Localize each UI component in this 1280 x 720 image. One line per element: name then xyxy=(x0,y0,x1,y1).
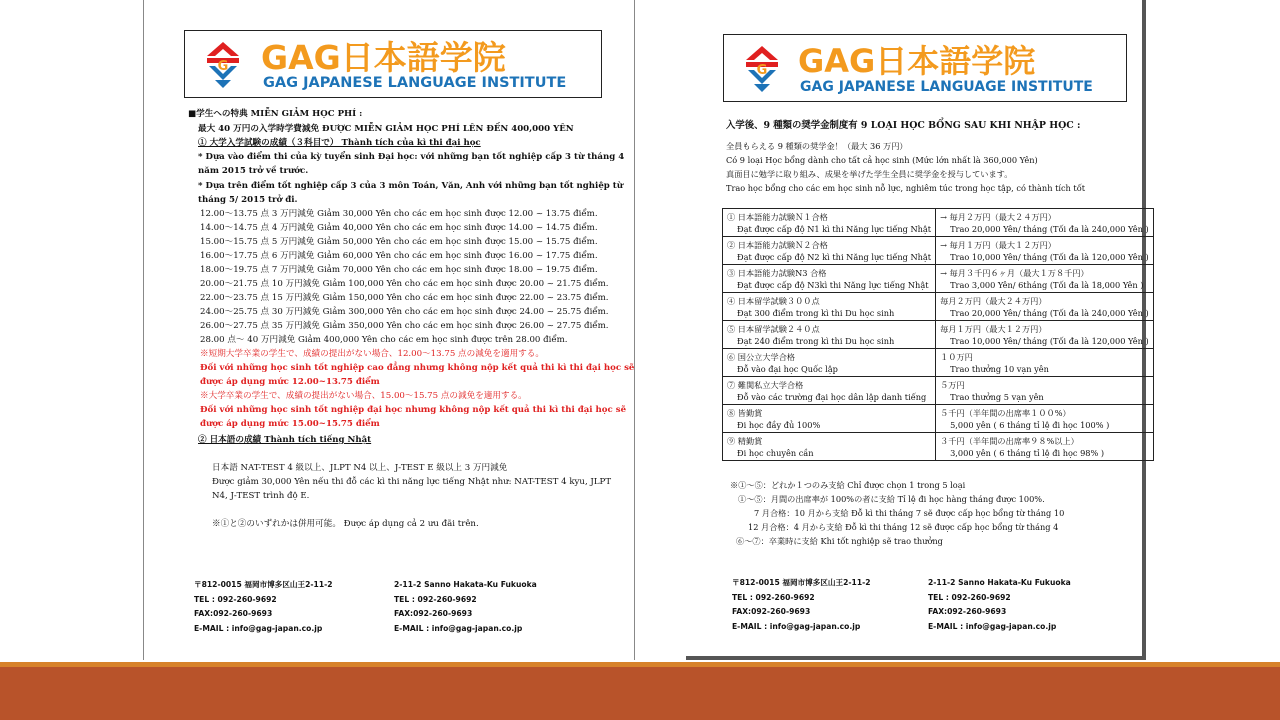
criteria-cell xyxy=(723,433,936,461)
award-text: Trao thưởng 10 vạn yên xyxy=(950,363,1049,374)
rule-line: tháng 5/ 2015 trở đi. xyxy=(198,195,298,205)
table-row xyxy=(723,405,1154,433)
brand-subtitle: GAG JAPANESE LANGUAGE INSTITUTE xyxy=(800,79,1093,95)
criteria-cell xyxy=(723,293,936,321)
japanese-test-line: Được giảm 30,000 Yên nếu thi đỗ các kì thi năng lực tiếng Nhật như: NAT-TEST 4 kyu, JLPT xyxy=(212,477,612,487)
brand-title: GAG日本語学院 xyxy=(261,38,506,77)
intro-line: Có 9 loại Học bổng dành cho tất cả học sinh (Mức lớn nhất là 360,000 Yên) xyxy=(726,155,1038,165)
table-row xyxy=(723,293,1154,321)
award-text: ５万円 xyxy=(940,379,965,390)
award-text: 3,000 yên ( 6 tháng tỉ lệ đi học 98% ) xyxy=(950,447,1105,458)
footnote: ①～⑤：月間の出席率が 100%の者に支給 Tỉ lệ đi học hàng tháng được 100%. xyxy=(738,494,1045,504)
fax: FAX:092-260-9693 xyxy=(928,607,1007,616)
right-contact-en xyxy=(928,576,1071,634)
award-text: 5,000 yên ( 6 tháng tỉ lệ đi học 100% ) xyxy=(950,419,1110,430)
criteria-text: Đạt 240 điểm trong kì thi Du học sinh xyxy=(737,335,895,346)
table-row xyxy=(723,377,1154,405)
criteria-text: ① 日本語能力試験Ｎ１合格 xyxy=(727,211,828,222)
fax: FAX:092-260-9693 xyxy=(732,607,811,616)
phone: TEL : 092-260-9692 xyxy=(928,592,1011,602)
phone: TEL : 092-260-9692 xyxy=(194,594,277,604)
slide-footer-stripe xyxy=(0,662,1280,667)
award-text: 毎月２万円（最大２４万円） xyxy=(940,295,1047,306)
award-text: １０万円 xyxy=(940,351,973,362)
section-1-heading: ① 大学入学試験の成績（３科目で） Thành tích của kì thi đại học xyxy=(198,138,481,148)
criteria-text: ⑨ 精勤賞 xyxy=(727,435,763,446)
discount-row: 15.00～15.75 点 5 万円減免 Giảm 50,000 Yên cho các em học sinh được 15.00 ~ 15.75 điểm. xyxy=(200,237,598,247)
intro-line: 全員もらえる 9 種類の奨学金！（最大 36 万円） xyxy=(726,141,908,151)
criteria-text: Đỗ vào các trường đại học dân lập danh tiếng xyxy=(737,391,927,402)
email: E-MAIL : info@gag-japan.co.jp xyxy=(194,623,323,633)
discount-row: 18.00～19.75 点 7 万円減免 Giảm 70,000 Yên cho các em học sinh được 18.00 ~ 19.75 điểm. xyxy=(200,265,598,275)
discount-row: 20.00～21.75 点 10 万円減免 Giảm 100,000 Yên cho các em học sinh được 20.00 ~ 21.75 điểm. xyxy=(200,279,609,289)
discount-row: 24.00～25.75 点 30 万円減免 Giảm 300,000 Yên cho các em học sinh được 24.00 ~ 25.75 điểm. xyxy=(200,307,609,317)
criteria-text: Đạt được cấp độ N1 kì thi Năng lực tiếng Nhật xyxy=(737,223,932,234)
intro-line: 真面目に勉学に取り組み、成果を挙げた学生全員に奨学金を授与しています。 xyxy=(726,169,1013,179)
criteria-text: ⑧ 皆勤賞 xyxy=(727,407,763,418)
address-en: 2-11-2 Sanno Hakata-Ku Fukuoka xyxy=(928,578,1071,587)
table-row xyxy=(723,321,1154,349)
award-text: ３千円（半年間の出席率９８%以上） xyxy=(940,435,1079,446)
table-row xyxy=(723,349,1154,377)
footnote: 12 月合格：4 月から支給 Đỗ kì thi tháng 12 sẽ được cấp học bổng từ tháng 4 xyxy=(748,522,1059,532)
award-cell xyxy=(936,349,1154,377)
award-text: ５千円（半年間の出席率１００%） xyxy=(940,407,1071,418)
svg-text:G: G xyxy=(756,63,768,78)
rule-line: năm 2015 trở về trước. xyxy=(198,166,309,176)
award-cell xyxy=(936,209,1154,237)
criteria-text: ④ 日本留学試験３００点 xyxy=(727,295,820,306)
discount-row: 14.00～14.75 点 4 万円減免 Giảm 40,000 Yên cho các em học sinh được 14.00 ~ 14.75 điểm. xyxy=(200,223,598,233)
rule-line: * Dựa vào điểm thi của kỳ tuyển sinh Đại học: với những bạn tốt nghiệp cấp 3 từ tháng 4 xyxy=(198,152,625,162)
note-red: Đối với những học sinh tốt nghiệp cao đẳng nhưng không nộp kết quả thi kì thi đại học sẽ xyxy=(200,363,635,373)
criteria-text: ② 日本語能力試験Ｎ２合格 xyxy=(727,239,828,250)
award-cell xyxy=(936,377,1154,405)
criteria-text: Đỗ vào đại học Quốc lập xyxy=(737,363,838,374)
scholarship-heading: 入学後、9 種類の奨学金制度有 9 LOẠI HỌC BỔNG SAU KHI NHẬP HỌC : xyxy=(726,120,1081,131)
criteria-cell xyxy=(723,349,936,377)
award-text: → 毎月２万円（最大２４万円） xyxy=(940,211,1056,222)
criteria-text: Đạt được cấp độ N2 kì thi Năng lực tiếng Nhật xyxy=(737,251,932,262)
table-row xyxy=(723,209,1154,237)
gag-logo-icon xyxy=(734,40,790,96)
table-row xyxy=(723,433,1154,461)
discount-row: 26.00～27.75 点 35 万円減免 Giảm 350,000 Yên cho các em học sinh được 26.00 ~ 27.75 điểm. xyxy=(200,321,609,331)
award-text: 毎月１万円（最大１２万円） xyxy=(940,323,1047,334)
left-header-banner xyxy=(184,30,602,98)
award-text: Trao 20,000 Yên/ tháng (Tối đa là 240,000 Yên ) xyxy=(950,307,1149,318)
footnote: ⑥～⑦：卒業時に支給 Khi tốt nghiệp sẽ trao thưởng xyxy=(736,536,943,546)
award-cell xyxy=(936,293,1154,321)
postal-address: 〒812-0015 福岡市博多区山王2-11-2 xyxy=(732,578,871,587)
slide-footer-bar xyxy=(0,662,1280,720)
criteria-cell xyxy=(723,321,936,349)
address-en: 2-11-2 Sanno Hakata-Ku Fukuoka xyxy=(394,580,537,589)
criteria-text: ⑥ 国公立大学合格 xyxy=(727,351,796,362)
award-text: Trao 20,000 Yên/ tháng (Tối đa là 240,000 Yên ) xyxy=(950,223,1149,234)
discount-row: 12.00～13.75 点 3 万円減免 Giảm 30,000 Yên cho các em học sinh được 12.00 ~ 13.75 điểm. xyxy=(200,209,598,219)
award-cell xyxy=(936,265,1154,293)
criteria-cell xyxy=(723,265,936,293)
rule-line: * Dựa trên điểm tốt nghiệp cấp 3 của 3 môn Toán, Văn, Anh với những bạn tốt nghiệp từ xyxy=(198,181,624,191)
brand-subtitle: GAG JAPANESE LANGUAGE INSTITUTE xyxy=(263,75,567,91)
award-text: Trao thưởng 5 vạn yên xyxy=(950,391,1044,402)
award-text: → 毎月３千円６ヶ月（最大１万８千円） xyxy=(940,267,1089,278)
criteria-text: Đạt 300 điểm trong kì thi Du học sinh xyxy=(737,307,895,318)
table-row xyxy=(723,237,1154,265)
discount-row: 22.00～23.75 点 15 万円減免 Giảm 150,000 Yên cho các em học sinh được 22.00 ~ 23.75 điểm. xyxy=(200,293,609,303)
award-cell xyxy=(936,321,1154,349)
note-red: Đối với những học sinh tốt nghiệp đại học nhưng không nộp kết quả thi kì thi đại học sẽ xyxy=(200,405,627,415)
right-contact-jp xyxy=(732,576,871,634)
criteria-cell xyxy=(723,209,936,237)
footnote: 7 月合格：10 月から支給 Đỗ kì thi tháng 7 sẽ được cấp học bổng từ tháng 10 xyxy=(754,508,1065,518)
brand-title: GAG日本語学院 xyxy=(798,42,1036,80)
japanese-test-line: N4, J-TEST trình độ E. xyxy=(212,491,310,501)
left-contact-en xyxy=(394,578,537,636)
footnote: ※①～⑤：どれか１つのみ支給 Chỉ được chọn 1 trong 5 loại xyxy=(730,480,966,490)
japanese-test-line: 日本語 NAT-TEST 4 級以上、JLPT N4 以上、J-TEST E 級以上 3 万円減免 xyxy=(212,463,508,473)
left-flyer-page xyxy=(143,0,635,660)
note-red: được áp dụng mức 15.00~15.75 điểm xyxy=(200,419,380,429)
award-cell xyxy=(936,433,1154,461)
phone: TEL : 092-260-9692 xyxy=(732,592,815,602)
fax: FAX:092-260-9693 xyxy=(394,609,473,618)
gag-logo-icon xyxy=(195,36,251,92)
criteria-text: ⑤ 日本留学試験２４０点 xyxy=(727,323,820,334)
email: E-MAIL : info@gag-japan.co.jp xyxy=(928,621,1057,631)
award-cell xyxy=(936,237,1154,265)
criteria-text: ③ 日本語能力試験N3 合格 xyxy=(727,267,827,278)
criteria-cell xyxy=(723,405,936,433)
intro-line: Trao học bổng cho các em học sinh nỗ lực, nghiêm túc trong học tập, có thành tích tốt xyxy=(726,183,1086,193)
svg-text:G: G xyxy=(217,59,229,74)
right-header-banner xyxy=(723,34,1127,102)
discount-row: 16.00～17.75 点 6 万円減免 Giảm 60,000 Yên cho các em học sinh được 16.00 ~ 17.75 điểm. xyxy=(200,251,598,261)
criteria-text: Đạt được cấp độ N3kì thi Năng lực tiếng Nhật xyxy=(737,279,929,290)
table-row xyxy=(723,265,1154,293)
fax: FAX:092-260-9693 xyxy=(194,609,273,618)
note-red: ※短期大学卒業の学生で、成績の提出がない場合、12.00～13.75 点の減免を適用する。 xyxy=(200,349,544,359)
award-text: → 毎月１万円（最大１２万円） xyxy=(940,239,1056,250)
left-contact-jp xyxy=(194,578,333,636)
award-text: Trao 3,000 Yên/ 6tháng (Tối đa là 18,000 Yên ) xyxy=(950,279,1144,290)
discount-row: 28.00 点～ 40 万円減免 Giảm 400,000 Yên cho các em học sinh được trên 28.00 điểm. xyxy=(200,335,568,345)
criteria-text: Đi học chuyên cần xyxy=(737,447,814,458)
award-cell xyxy=(936,405,1154,433)
note-red: được áp dụng mức 12.00~13.75 điểm xyxy=(200,377,380,387)
criteria-cell xyxy=(723,377,936,405)
combine-note: ※①と②のいずれかは併用可能。 Được áp dụng cả 2 ưu đãi trên. xyxy=(212,519,479,529)
phone: TEL : 092-260-9692 xyxy=(394,594,477,604)
postal-address: 〒812-0015 福岡市博多区山王2-11-2 xyxy=(194,580,333,589)
email: E-MAIL : info@gag-japan.co.jp xyxy=(394,623,523,633)
criteria-text: Đi học đầy đủ 100% xyxy=(737,419,821,430)
note-red: ※大学卒業の学生で、成績の提出がない場合、15.00～15.75 点の減免を適用する。 xyxy=(200,391,527,401)
section-2-heading: ② 日本語の成績 Thành tích tiếng Nhật xyxy=(198,435,372,445)
criteria-cell xyxy=(723,237,936,265)
email: E-MAIL : info@gag-japan.co.jp xyxy=(732,621,861,631)
award-text: Trao 10,000 Yên/ tháng (Tối đa là 120,000 Yên ) xyxy=(950,251,1149,262)
criteria-text: ⑦ 難関私立大学合格 xyxy=(727,379,804,390)
award-text: Trao 10,000 Yên/ tháng (Tối đa là 120,000 Yên ) xyxy=(950,335,1149,346)
scholarship-table xyxy=(722,208,1154,461)
right-flyer-page xyxy=(686,0,1149,660)
max-discount-line: 最大 40 万円の入学時学費減免 ĐƯỢC MIỄN GIẢM HỌC PHÍ LÊN ĐẾN 400,000 YÊN xyxy=(198,124,574,134)
benefit-heading: ■学生への特典 MIỄN GIẢM HỌC PHÍ : xyxy=(188,109,363,119)
